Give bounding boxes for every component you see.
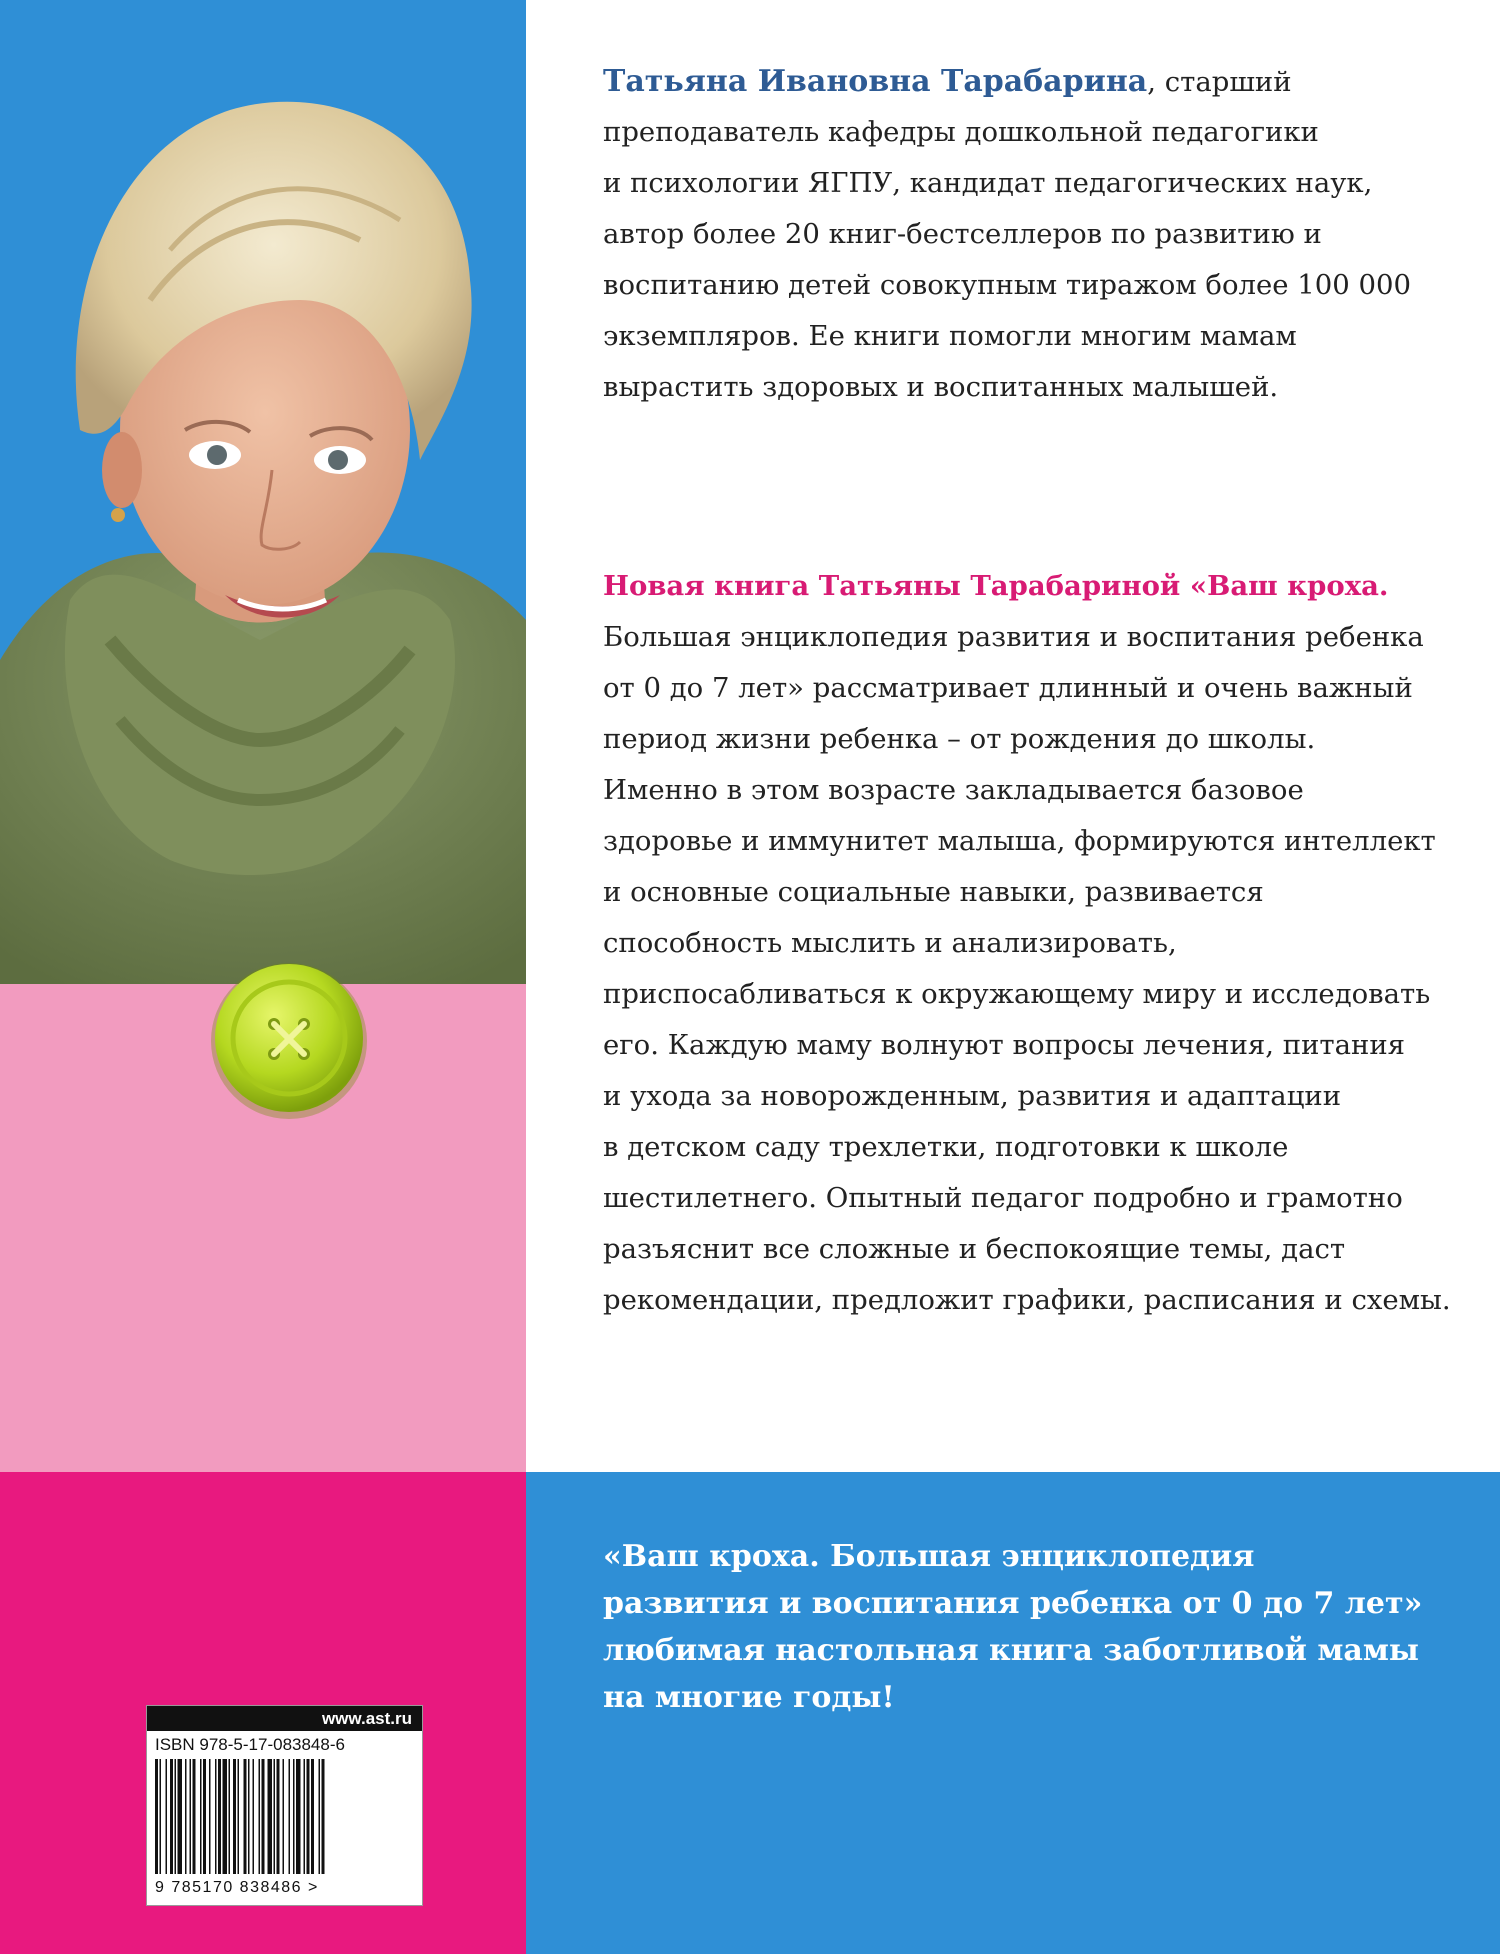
description-line: период жизни ребенка – от рождения до школы. [603, 723, 1316, 755]
bio-line: и психологии ЯГПУ, кандидат педагогических наук, [603, 167, 1373, 199]
promo-text [603, 1533, 1463, 1721]
barcode-block [146, 1705, 423, 1906]
description-line: способность мыслить и анализировать, [603, 927, 1177, 959]
bio-line [603, 56, 1463, 107]
author-name: Татьяна Ивановна Тарабарина [603, 64, 1148, 99]
barcode-bars [153, 1759, 413, 1874]
description-line: шестилетнего. Опытный педагог подробно и грамотно [603, 1182, 1403, 1214]
description-line: и основные социальные навыки, развивается [603, 876, 1264, 908]
author-portrait [0, 0, 526, 984]
bio-line: преподаватель кафедры дошкольной педагогики [603, 116, 1319, 148]
barcode-digits: 9 785170 838486 > [155, 1879, 319, 1896]
green-button-decoration [206, 958, 372, 1124]
promo-line: на многие годы! [603, 1680, 895, 1715]
description-line: Именно в этом возрасте закладывается базовое [603, 774, 1304, 806]
bio-line: автор более 20 книг-бестселлеров по развитию и [603, 218, 1322, 250]
bio-line: вырастить здоровых и воспитанных малышей. [603, 371, 1279, 403]
description-line: разъяснит все сложные и беспокоящие темы, даст [603, 1233, 1346, 1265]
isbn-label: ISBN 978-5-17-083848-6 [155, 1735, 345, 1754]
bio-line-text: , старший [1147, 66, 1292, 98]
description-line: рекомендации, предложит графики, расписания и схемы. [603, 1284, 1451, 1316]
bio-line: экземпляров. Ее книги помогли многим мамам [603, 320, 1297, 352]
author-bio [603, 56, 1463, 413]
book-heading: Новая книга Татьяны Тарабариной «Ваш кроха. [603, 570, 1389, 602]
promo-line: любимая настольная книга заботливой мамы [603, 1633, 1419, 1668]
description-line: от 0 до 7 лет» рассматривает длинный и очень важный [603, 672, 1413, 704]
description-line: и ухода за новорожденным, развития и адаптации [603, 1080, 1342, 1112]
promo-line: развития и воспитания ребенка от 0 до 7 лет» [603, 1586, 1423, 1621]
bio-line: воспитанию детей совокупным тиражом более 100 000 [603, 269, 1411, 301]
book-description [603, 561, 1463, 1326]
description-line: приспосабливаться к окружающему миру и исследовать [603, 978, 1431, 1010]
description-line: его. Каждую маму волнуют вопросы лечения, питания [603, 1029, 1406, 1061]
promo-line: «Ваш кроха. Большая энциклопедия [603, 1539, 1255, 1574]
description-line: Большая энциклопедия развития и воспитания ребенка [603, 621, 1424, 653]
description-line: здоровье и иммунитет малыша, формируются интеллект [603, 825, 1436, 857]
description-line: в детском саду трехлетки, подготовки к школе [603, 1131, 1289, 1163]
publisher-website: www.ast.ru [147, 1706, 422, 1731]
